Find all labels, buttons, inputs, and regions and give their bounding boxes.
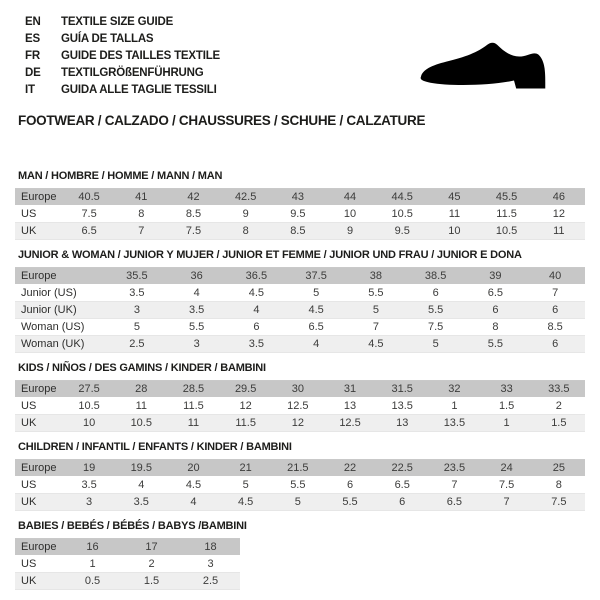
size-section-title: JUNIOR & WOMAN / JUNIOR Y MUJER / JUNIOR ET FEMME / JUNIOR UND FRAU / JUNIOR E DONA xyxy=(18,249,522,261)
size-value: 9 xyxy=(324,223,376,240)
size-value: 3.5 xyxy=(115,494,167,511)
size-value: 8 xyxy=(220,223,272,240)
size-row-europe xyxy=(15,539,240,556)
size-value: 33 xyxy=(481,381,533,398)
size-value: 10.5 xyxy=(376,206,428,223)
size-value: 5.5 xyxy=(346,285,406,302)
size-section-title: CHILDREN / INFANTIL / ENFANTS / KINDER / BAMBINI xyxy=(18,441,292,453)
language-code: IT xyxy=(25,84,35,96)
size-row-europe xyxy=(15,381,585,398)
language-guide-title: GUIDE DES TAILLES TEXTILE xyxy=(61,50,220,62)
size-value: 25 xyxy=(533,460,585,477)
size-value: 11 xyxy=(167,415,219,432)
size-value: 3.5 xyxy=(227,336,287,353)
size-table xyxy=(15,538,240,590)
size-value: 7.5 xyxy=(406,319,466,336)
size-row-woman-us xyxy=(15,319,585,336)
size-value: 6 xyxy=(525,336,585,353)
size-value: 18 xyxy=(181,539,240,556)
size-value: 6.5 xyxy=(466,285,526,302)
size-value: 2.5 xyxy=(107,336,167,353)
size-value: 7 xyxy=(428,477,480,494)
size-value: 5 xyxy=(406,336,466,353)
size-value: 6 xyxy=(324,477,376,494)
row-label: Europe xyxy=(15,539,63,556)
size-value: 23.5 xyxy=(428,460,480,477)
size-value: 4.5 xyxy=(167,477,219,494)
size-row-uk xyxy=(15,223,585,240)
size-value: 5 xyxy=(272,494,324,511)
size-value: 1 xyxy=(481,415,533,432)
size-value: 8.5 xyxy=(525,319,585,336)
size-table xyxy=(15,459,585,511)
size-value: 10 xyxy=(63,415,115,432)
size-value: 6 xyxy=(466,302,526,319)
size-value: 45.5 xyxy=(481,189,533,206)
size-value: 6.5 xyxy=(63,223,115,240)
size-row-europe xyxy=(15,268,585,285)
size-value: 4.5 xyxy=(227,285,287,302)
size-value: 11.5 xyxy=(220,415,272,432)
language-code: EN xyxy=(25,16,41,28)
size-row-junior-us xyxy=(15,285,585,302)
size-value: 6.5 xyxy=(286,319,346,336)
size-value: 13.5 xyxy=(376,398,428,415)
language-guide-title: GUIDA ALLE TAGLIE TESSILI xyxy=(61,84,217,96)
size-value: 6 xyxy=(227,319,287,336)
size-value: 8 xyxy=(466,319,526,336)
size-value: 24 xyxy=(481,460,533,477)
size-value: 6.5 xyxy=(428,494,480,511)
size-section-title: BABIES / BEBÉS / BÉBÉS / BABYS /BAMBINI xyxy=(18,520,247,532)
size-value: 40.5 xyxy=(63,189,115,206)
size-value: 3.5 xyxy=(63,477,115,494)
size-value: 4.5 xyxy=(346,336,406,353)
size-value: 1.5 xyxy=(533,415,585,432)
size-value: 42 xyxy=(167,189,219,206)
row-label: US xyxy=(15,398,63,415)
size-value: 11 xyxy=(428,206,480,223)
size-value: 21 xyxy=(220,460,272,477)
size-value: 4 xyxy=(167,285,227,302)
row-label: UK xyxy=(15,573,63,590)
size-value: 22 xyxy=(324,460,376,477)
row-label: Europe xyxy=(15,268,107,285)
size-value: 9.5 xyxy=(272,206,324,223)
size-value: 10 xyxy=(324,206,376,223)
size-value: 13 xyxy=(324,398,376,415)
size-value: 36 xyxy=(167,268,227,285)
row-label: Woman (US) xyxy=(15,319,107,336)
size-value: 4 xyxy=(227,302,287,319)
size-table xyxy=(15,380,585,432)
size-value: 8 xyxy=(115,206,167,223)
size-value: 2.5 xyxy=(181,573,240,590)
size-row-europe xyxy=(15,189,585,206)
size-value: 5.5 xyxy=(466,336,526,353)
size-row-uk xyxy=(15,415,585,432)
size-value: 3.5 xyxy=(107,285,167,302)
size-value: 11 xyxy=(115,398,167,415)
size-value: 10.5 xyxy=(481,223,533,240)
row-label: US xyxy=(15,206,63,223)
size-value: 7 xyxy=(525,285,585,302)
size-value: 5 xyxy=(346,302,406,319)
size-value: 5 xyxy=(107,319,167,336)
size-row-uk xyxy=(15,494,585,511)
language-guide-title: GUÍA DE TALLAS xyxy=(61,33,154,45)
size-value: 7 xyxy=(115,223,167,240)
dress-shoe-icon xyxy=(400,26,580,106)
size-value: 3 xyxy=(181,556,240,573)
size-value: 12 xyxy=(220,398,272,415)
size-value: 0.5 xyxy=(63,573,122,590)
row-label: Woman (UK) xyxy=(15,336,107,353)
size-value: 5.5 xyxy=(406,302,466,319)
size-value: 7 xyxy=(481,494,533,511)
row-label: Junior (US) xyxy=(15,285,107,302)
size-value: 3 xyxy=(107,302,167,319)
size-value: 43 xyxy=(272,189,324,206)
size-value: 17 xyxy=(122,539,181,556)
size-section xyxy=(15,520,585,590)
size-value: 12.5 xyxy=(272,398,324,415)
row-label: US xyxy=(15,477,63,494)
size-value: 12.5 xyxy=(324,415,376,432)
size-row-junior-uk xyxy=(15,302,585,319)
size-value: 38 xyxy=(346,268,406,285)
size-value: 5 xyxy=(286,285,346,302)
size-value: 29.5 xyxy=(220,381,272,398)
size-value: 46 xyxy=(533,189,585,206)
size-value: 19.5 xyxy=(115,460,167,477)
size-value: 7.5 xyxy=(167,223,219,240)
size-value: 6 xyxy=(376,494,428,511)
category-heading: FOOTWEAR / CALZADO / CHAUSSURES / SCHUHE / CALZATURE xyxy=(18,113,426,128)
language-code: FR xyxy=(25,50,40,62)
row-label: Europe xyxy=(15,381,63,398)
size-value: 32 xyxy=(428,381,480,398)
row-label: UK xyxy=(15,415,63,432)
size-value: 5.5 xyxy=(167,319,227,336)
size-row-us xyxy=(15,556,240,573)
row-label: Europe xyxy=(15,189,63,206)
size-value: 45 xyxy=(428,189,480,206)
row-label: UK xyxy=(15,223,63,240)
size-value: 6 xyxy=(525,302,585,319)
size-value: 20 xyxy=(167,460,219,477)
size-value: 2 xyxy=(533,398,585,415)
size-value: 8.5 xyxy=(167,206,219,223)
size-value: 12 xyxy=(272,415,324,432)
size-table xyxy=(15,188,585,240)
language-code: DE xyxy=(25,67,41,79)
size-row-europe xyxy=(15,460,585,477)
size-row-us xyxy=(15,477,585,494)
size-value: 10.5 xyxy=(63,398,115,415)
size-value: 16 xyxy=(63,539,122,556)
size-value: 4.5 xyxy=(286,302,346,319)
size-value: 7.5 xyxy=(533,494,585,511)
size-value: 11.5 xyxy=(481,206,533,223)
size-value: 9 xyxy=(220,206,272,223)
size-section-title: KIDS / NIÑOS / DES GAMINS / KINDER / BAMBINI xyxy=(18,362,266,374)
size-value: 19 xyxy=(63,460,115,477)
language-guide-title: TEXTILE SIZE GUIDE xyxy=(61,16,174,28)
size-value: 44.5 xyxy=(376,189,428,206)
size-row-us xyxy=(15,398,585,415)
size-value: 11 xyxy=(533,223,585,240)
size-section xyxy=(15,249,585,353)
size-value: 1 xyxy=(428,398,480,415)
language-guide-title: TEXTILGRÖßENFÜHRUNG xyxy=(61,67,204,79)
size-row-us xyxy=(15,206,585,223)
size-value: 37.5 xyxy=(286,268,346,285)
size-value: 21.5 xyxy=(272,460,324,477)
size-value: 4.5 xyxy=(220,494,272,511)
size-value: 1.5 xyxy=(481,398,533,415)
size-value: 36.5 xyxy=(227,268,287,285)
size-value: 12 xyxy=(533,206,585,223)
size-value: 1.5 xyxy=(122,573,181,590)
size-value: 3 xyxy=(167,336,227,353)
row-label: UK xyxy=(15,494,63,511)
size-value: 7.5 xyxy=(63,206,115,223)
row-label: Europe xyxy=(15,460,63,477)
size-row-woman-uk xyxy=(15,336,585,353)
size-value: 8.5 xyxy=(272,223,324,240)
language-code: ES xyxy=(25,33,40,45)
size-value: 33.5 xyxy=(533,381,585,398)
size-value: 40 xyxy=(525,268,585,285)
size-value: 41 xyxy=(115,189,167,206)
size-value: 30 xyxy=(272,381,324,398)
size-row-uk xyxy=(15,573,240,590)
size-section xyxy=(15,441,585,511)
size-value: 2 xyxy=(122,556,181,573)
size-value: 5.5 xyxy=(272,477,324,494)
row-label: US xyxy=(15,556,63,573)
size-value: 7.5 xyxy=(481,477,533,494)
size-value: 1 xyxy=(63,556,122,573)
row-label: Junior (UK) xyxy=(15,302,107,319)
size-value: 3 xyxy=(63,494,115,511)
size-value: 31.5 xyxy=(376,381,428,398)
size-value: 4 xyxy=(286,336,346,353)
size-section-title: MAN / HOMBRE / HOMME / MANN / MAN xyxy=(18,170,223,182)
size-value: 6.5 xyxy=(376,477,428,494)
size-tables xyxy=(15,170,585,590)
size-value: 39 xyxy=(466,268,526,285)
size-value: 10 xyxy=(428,223,480,240)
size-value: 22.5 xyxy=(376,460,428,477)
size-value: 31 xyxy=(324,381,376,398)
size-value: 6 xyxy=(406,285,466,302)
size-value: 4 xyxy=(115,477,167,494)
size-value: 13 xyxy=(376,415,428,432)
size-value: 27.5 xyxy=(63,381,115,398)
size-value: 28.5 xyxy=(167,381,219,398)
size-value: 42.5 xyxy=(220,189,272,206)
size-value: 28 xyxy=(115,381,167,398)
size-value: 9.5 xyxy=(376,223,428,240)
size-value: 35.5 xyxy=(107,268,167,285)
size-value: 3.5 xyxy=(167,302,227,319)
size-value: 5.5 xyxy=(324,494,376,511)
size-table xyxy=(15,267,585,353)
size-section xyxy=(15,170,585,240)
size-value: 10.5 xyxy=(115,415,167,432)
size-value: 7 xyxy=(346,319,406,336)
size-value: 5 xyxy=(220,477,272,494)
size-value: 38.5 xyxy=(406,268,466,285)
size-value: 11.5 xyxy=(167,398,219,415)
size-value: 13.5 xyxy=(428,415,480,432)
size-value: 8 xyxy=(533,477,585,494)
size-value: 44 xyxy=(324,189,376,206)
size-value: 4 xyxy=(167,494,219,511)
size-section xyxy=(15,362,585,432)
